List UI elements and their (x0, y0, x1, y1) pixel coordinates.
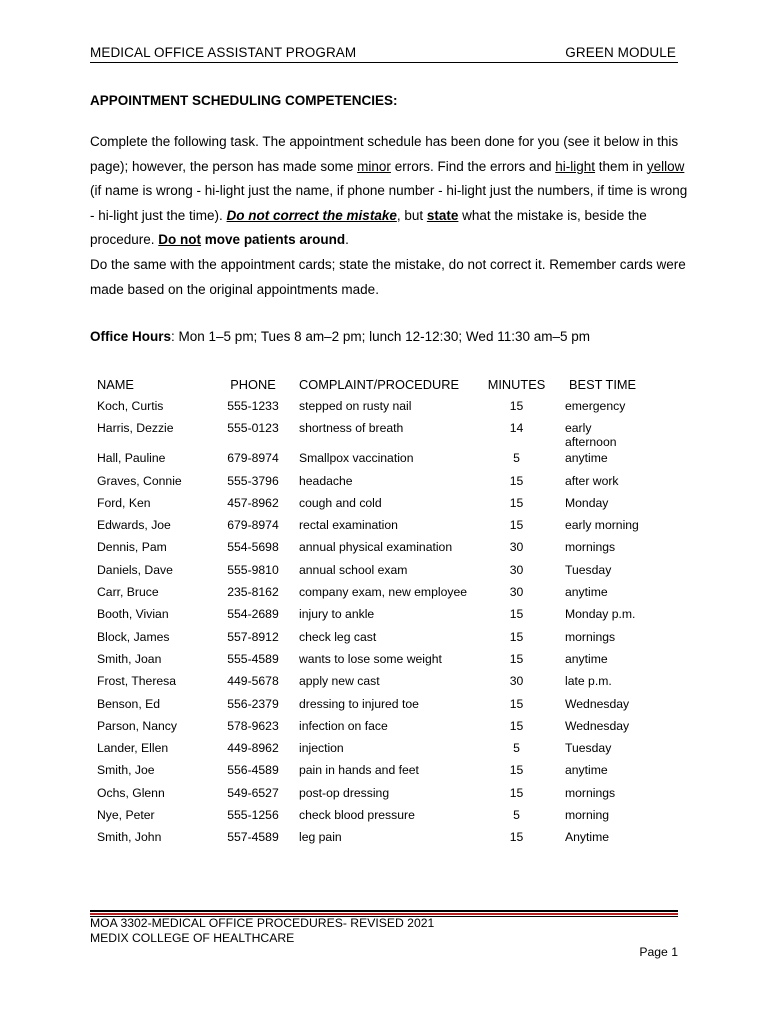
cell-phone: 554-5698 (227, 540, 279, 555)
cell-phone: 449-8962 (227, 741, 279, 756)
cell-name: Ford, Ken (97, 495, 151, 510)
cell-phone: 457-8962 (227, 495, 279, 510)
instr-do-not-correct: Do not correct the mistake (226, 207, 397, 223)
cell-minutes: 5 (513, 451, 520, 466)
page-footer (90, 916, 434, 945)
cell-minutes: 15 (509, 763, 524, 778)
instructions-paragraph (90, 130, 690, 253)
cell-minutes: 15 (509, 518, 524, 533)
office-hours-text: : Mon 1–5 pm; Tues 8 am–2 pm; lunch 12-12:30; Wed 11:30 am–5 pm (171, 329, 591, 344)
cell-complaint: rectal examination (299, 518, 398, 533)
instr-text-c: them in (595, 158, 647, 174)
cell-complaint: infection on face (299, 718, 388, 733)
cell-phone: 556-4589 (227, 763, 279, 778)
cell-complaint: dressing to injured toe (299, 696, 419, 711)
cell-best-time: Anytime (565, 830, 610, 845)
col-header-complaint: COMPLAINT/PROCEDURE (299, 377, 459, 392)
cell-phone: 555-0123 (227, 421, 279, 436)
table-row (90, 516, 679, 538)
cell-minutes: 15 (509, 495, 524, 510)
cell-phone: 549-6527 (227, 785, 279, 800)
table-row (90, 472, 679, 494)
table-row (90, 650, 679, 672)
cell-complaint: shortness of breath (299, 421, 404, 436)
cell-best-time: Monday p.m. (565, 607, 636, 622)
cell-phone: 554-2689 (227, 607, 279, 622)
cell-complaint: injury to ankle (299, 607, 375, 622)
cell-minutes: 15 (509, 473, 524, 488)
header-program-title: MEDICAL OFFICE ASSISTANT PROGRAM (90, 45, 357, 60)
cell-best-time: mornings (565, 540, 616, 555)
instr-text-e: , but (396, 207, 427, 223)
page-header (90, 45, 678, 63)
cell-name: Parson, Nancy (97, 718, 177, 733)
table-row (90, 717, 679, 739)
cell-best-time: Tuesday (565, 562, 612, 577)
header-module-label: GREEN MODULE (565, 45, 676, 60)
cell-best-time: early morning (565, 518, 639, 533)
cell-phone: 557-8912 (227, 629, 279, 644)
cell-best-time: anytime (565, 651, 608, 666)
cell-name: Graves, Connie (97, 473, 182, 488)
cell-minutes: 14 (509, 421, 524, 436)
col-header-best-time: BEST TIME (569, 377, 637, 392)
cell-name: Hall, Pauline (97, 451, 166, 466)
table-row (90, 672, 679, 694)
cell-best-time: late p.m. (565, 674, 612, 689)
cell-name: Booth, Vivian (97, 607, 169, 622)
footer-course-line: MOA 3302-MEDICAL OFFICE PROCEDURES- REVISED 2021 (90, 916, 435, 930)
cell-complaint: leg pain (299, 830, 342, 845)
cell-complaint: headache (299, 473, 353, 488)
cell-complaint: stepped on rusty nail (299, 399, 412, 413)
table-row (90, 628, 679, 650)
cell-name: Smith, John (97, 830, 162, 845)
cell-best-time: mornings (565, 629, 616, 644)
office-hours-label: Office Hours (90, 329, 172, 344)
cell-best-time: morning (565, 808, 610, 823)
col-header-phone: PHONE (230, 377, 276, 392)
cell-best-time: after work (565, 473, 619, 488)
cell-name: Harris, Dezzie (97, 421, 174, 436)
cell-name: Frost, Theresa (97, 674, 177, 689)
cell-best-time: anytime (565, 451, 608, 466)
cell-name: Ochs, Glenn (97, 785, 165, 800)
cell-complaint: wants to lose some weight (299, 651, 442, 666)
cell-complaint: annual school exam (299, 562, 408, 577)
cell-complaint: check blood pressure (299, 808, 415, 823)
cell-minutes: 15 (509, 696, 524, 711)
cell-phone: 679-8974 (227, 451, 279, 466)
cell-name: Daniels, Dave (97, 562, 173, 577)
page-number: Page 1 (639, 945, 678, 959)
cards-instructions-paragraph: Do the same with the appointment cards; state the mistake, do not correct it. Remember cards were made based on the original appointments made. (90, 257, 686, 297)
cell-minutes: 15 (509, 718, 524, 733)
table-row (90, 605, 679, 627)
cell-complaint: Smallpox vaccination (299, 451, 414, 466)
footer-college-line: MEDIX COLLEGE OF HEALTHCARE (90, 930, 295, 945)
cell-name: Block, James (97, 629, 170, 644)
cell-best-time: Wednesday (565, 718, 630, 733)
cell-minutes: 15 (509, 785, 524, 800)
cell-minutes: 30 (509, 674, 524, 689)
table-row (90, 739, 679, 761)
table-row (90, 784, 679, 806)
table-row (90, 397, 679, 419)
cell-minutes: 5 (513, 741, 520, 756)
best-time-line-2: afternoon (565, 435, 617, 450)
cell-best-time: Wednesday (565, 696, 630, 711)
cell-complaint: cough and cold (299, 495, 382, 510)
cell-name: Carr, Bruce (97, 585, 159, 600)
cell-phone: 679-8974 (227, 518, 279, 533)
table-row (90, 583, 679, 605)
cell-phone: 555-1256 (227, 808, 279, 823)
cell-best-time: mornings (565, 785, 616, 800)
footer-divider (90, 910, 678, 912)
cell-minutes: 30 (509, 585, 524, 600)
cell-phone: 449-5678 (227, 674, 279, 689)
cell-name: Nye, Peter (97, 808, 155, 823)
cell-complaint: post-op dressing (299, 785, 390, 800)
instr-minor: minor (357, 158, 391, 174)
cell-phone: 555-4589 (227, 651, 279, 666)
instr-state: state (426, 207, 459, 223)
cell-minutes: 15 (509, 651, 524, 666)
table-row (90, 494, 679, 516)
col-header-name: NAME (97, 377, 134, 392)
cell-name: Koch, Curtis (97, 399, 164, 413)
cell-phone: 555-3796 (227, 473, 279, 488)
cell-phone: 557-4589 (227, 830, 279, 845)
cell-complaint: annual physical examination (299, 540, 453, 555)
cell-minutes: 15 (509, 830, 524, 845)
instr-do-not: Do not (158, 232, 202, 247)
cell-phone: 555-9810 (227, 562, 279, 577)
table-row (90, 806, 679, 828)
best-time-line-1: early (565, 421, 592, 436)
cell-phone: 578-9623 (227, 718, 279, 733)
cell-minutes: 5 (513, 808, 520, 823)
cell-minutes: 15 (509, 629, 524, 644)
cell-name: Smith, Joe (97, 763, 155, 778)
cell-best-time: Monday (565, 495, 609, 510)
table-row (90, 449, 679, 471)
appointment-schedule-table (90, 375, 679, 851)
cell-name: Smith, Joan (97, 651, 162, 666)
cell-best-time: anytime (565, 763, 608, 778)
table-row (90, 695, 679, 717)
cell-complaint: injection (299, 741, 344, 756)
cell-phone: 555-1233 (227, 399, 279, 413)
cell-name: Edwards, Joe (97, 518, 171, 533)
table-header-row (90, 375, 679, 397)
office-hours (90, 329, 590, 344)
instr-hilight: hi-light (555, 158, 596, 174)
instr-text-d: (if name is wrong - hi-light just the name, if phone number - hi-light just the numbers, if time is wrong - hi-light just the time). (90, 183, 688, 223)
table-row (90, 561, 679, 583)
table-row (90, 419, 679, 449)
cell-best-time: emergency (565, 399, 626, 413)
cell-complaint: check leg cast (299, 629, 377, 644)
section-title: APPOINTMENT SCHEDULING COMPETENCIES: (90, 93, 398, 108)
cell-complaint: pain in hands and feet (299, 763, 419, 778)
cell-name: Lander, Ellen (97, 741, 169, 756)
cell-best-time (559, 419, 679, 449)
instr-text-a: Complete the following task. The appointment schedule has been done for you (see it below in this page); however, the person has made some (90, 134, 679, 174)
cell-best-time: anytime (565, 585, 608, 600)
table-row (90, 538, 679, 560)
cell-complaint: company exam, new employee (299, 585, 468, 600)
cell-minutes: 15 (509, 399, 524, 413)
cell-name: Benson, Ed (97, 696, 161, 711)
col-header-minutes: MINUTES (487, 377, 546, 392)
cell-minutes: 30 (509, 540, 524, 555)
cell-phone: 556-2379 (227, 696, 279, 711)
instr-move-patients: move patients around (201, 232, 346, 247)
cell-best-time: Tuesday (565, 741, 612, 756)
cell-minutes: 30 (509, 562, 524, 577)
instr-text-g: . (345, 232, 349, 247)
table-row (90, 828, 679, 850)
instr-text-b: errors. Find the errors and (390, 158, 556, 174)
cell-minutes: 15 (509, 607, 524, 622)
instr-text-f: what the mistake is, beside the procedure. (90, 207, 647, 247)
cell-name: Dennis, Pam (97, 540, 167, 555)
header-divider (90, 62, 678, 63)
cell-phone: 235-8162 (227, 585, 279, 600)
table-row (90, 761, 679, 783)
cell-complaint: apply new cast (299, 674, 380, 689)
instr-yellow: yellow (646, 158, 685, 174)
